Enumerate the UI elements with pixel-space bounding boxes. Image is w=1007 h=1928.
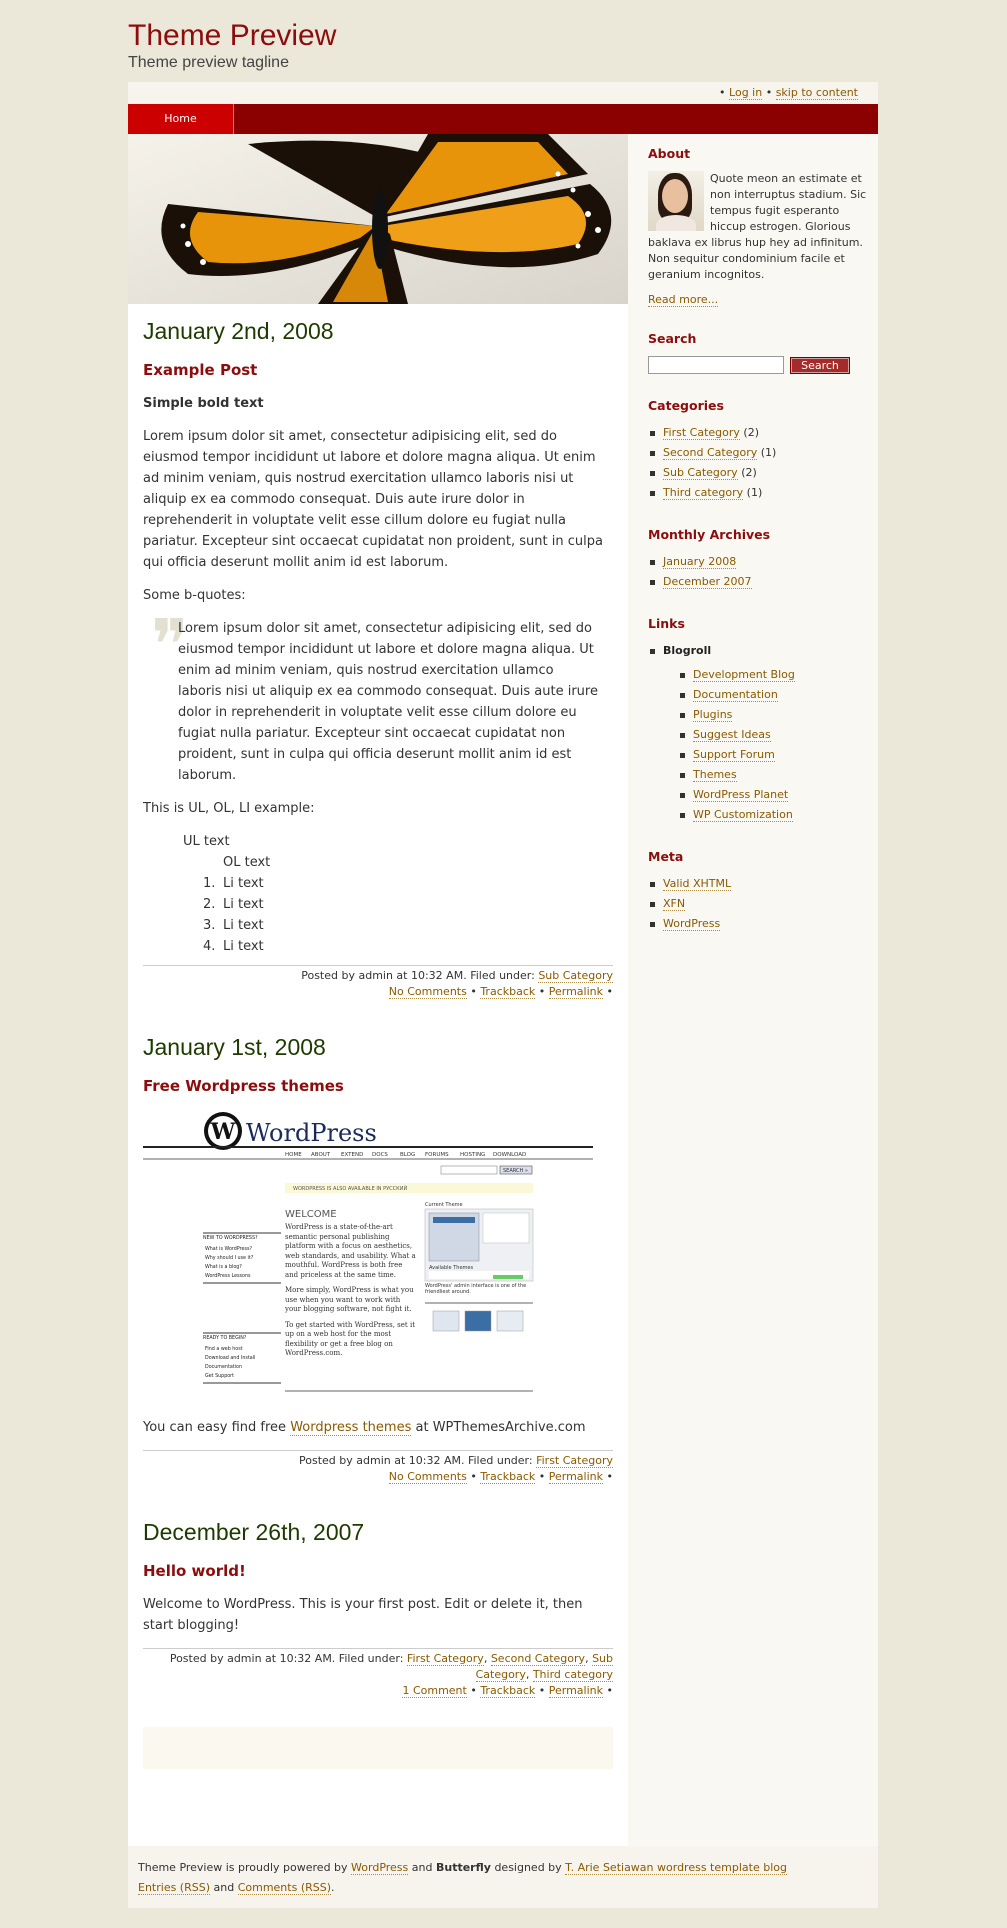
category-link[interactable]: Sub Category [475,1652,613,1681]
category-link[interactable]: Second Category [663,446,758,459]
site-tagline: Theme preview tagline [128,54,289,71]
post-title[interactable]: Hello world! [143,1562,246,1580]
post-paragraph: Lorem ipsum dolor sit amet, consectetur adipisicing elit, sed do eiusmod tempor incididunt ut labore et dolore magna aliqua. Ut enim ad minim veniam, quis nostrud exercitation ullamco laboris nisi ut aliquip ex ea commodo consequat. Duis aute irure dolor in reprehenderit in voluptate velit esse cillum dolore eu fugiat nulla pariatur. Excepteur sint occaecat cupidatat non proident, sunt in culpa qui officia deserunt mollit anim id est laborum. [143,429,603,570]
list-item: 4. Li text [203,939,264,954]
site-header [128,18,336,72]
list-item [648,894,868,914]
footer-wordpress-link[interactable]: WordPress [351,1861,409,1874]
categories-list [648,423,868,503]
shot-nav-item: DOWNLOAD [493,1152,527,1158]
comments-link[interactable]: 1 Comment [402,1684,467,1697]
post-title[interactable]: Free Wordpress themes [143,1077,344,1095]
post [143,1034,613,1485]
skip-to-content-link[interactable]: skip to content [775,86,858,99]
footer: Theme Preview is proudly powered by WordPress and Butterfly designed by T. Arie Setiawan wordress template blog Entries (RSS) and Comments (RSS). [128,1846,878,1908]
blogroll-link[interactable]: Documentation [693,688,778,701]
bullet: • [765,86,773,99]
list-item [678,685,868,705]
archive-link[interactable]: January 2008 [663,555,737,568]
trackback-link[interactable]: Trackback [480,985,536,998]
shot-sidebar-item: Get Support [205,1374,235,1379]
shot-nav-item: ABOUT [311,1152,331,1158]
list-item: First Category (2) [648,423,868,443]
list-item: Third category (1) [648,483,868,503]
shot-sidebar-heading: READY TO BEGIN? [203,1336,247,1341]
about-widget [648,146,868,307]
bullet: • [719,86,726,99]
permalink-link[interactable]: Permalink [548,1470,603,1483]
shot-nav-item: DOCS [372,1152,388,1158]
shot-sidebar-item: WordPress Lessons [205,1274,251,1279]
nav-item-home[interactable]: Home [128,104,234,134]
shot-sidebar-item: What is a blog? [205,1265,242,1270]
theme-name: Butterfly [435,1861,491,1874]
post [143,318,613,1000]
shot-nav-item: HOSTING [460,1152,486,1158]
post-date: January 1st, 2008 [143,1034,326,1060]
wordpress-logo-text: WordPress [246,1119,377,1147]
wordpress-themes-link[interactable]: Wordpress themes [290,1420,412,1435]
bquote-intro: Some b-quotes: [143,588,246,603]
post-meta: Posted by admin at 10:32 AM. Filed under: First Category, Second Category, Sub Category, Third category 1 Comment • Trackback • Permalink • [143,1648,613,1699]
shot-sidebar-item: Why should I use it? [205,1256,254,1261]
post-paragraph: Welcome to WordPress. This is your first post. Edit or delete it, then start blogging! [143,1597,583,1633]
meta-list [648,874,868,934]
shot-body-text: To get started with WordPress, set it up on a web host for the most flexibility or get a free blog on WordPress.com. [285,1320,416,1357]
shot-body-text: More simply, WordPress is what you use when you want to work with your blogging software, not fight it. [285,1286,414,1313]
post-title[interactable]: Example Post [143,361,258,379]
post [143,1519,613,1699]
links-list [648,641,868,825]
category-link[interactable]: Sub Category [663,466,738,479]
search-form [648,356,868,374]
shot-right-heading: Current Theme [425,1202,463,1208]
category-link[interactable]: Third category [663,486,744,499]
navigation-box [143,1727,613,1769]
post-body [143,1417,613,1438]
archives-list [648,552,868,592]
list-item [678,725,868,745]
shot-search-button: SEARCH » [503,1168,528,1174]
category-link[interactable]: Sub Category [538,969,613,982]
shot-notice: WORDPRESS IS ALSO AVAILABLE IN РУССКИЙ [293,1186,408,1192]
shot-sidebar-item: What is WordPress? [205,1247,252,1252]
permalink-link[interactable]: Permalink [548,985,603,998]
avatar [648,171,704,231]
list-intro: This is UL, OL, LI example: [143,801,315,816]
blogroll-link[interactable]: WP Customization [693,808,793,821]
list-item [678,785,868,805]
shot-nav-item: EXTEND [341,1152,364,1158]
blogroll-heading: Blogroll [663,644,712,657]
meta-link[interactable]: Valid XHTML [663,877,732,890]
categories-widget [648,398,868,503]
widget-title: Meta [648,849,684,864]
comments-link[interactable]: No Comments [388,1470,467,1483]
blogroll-link[interactable]: WordPress Planet [693,788,789,801]
comments-rss-link[interactable]: Comments (RSS) [237,1881,332,1894]
ol-item: OL text [223,855,271,870]
post-paragraph: You can easy find free Wordpress themes at WPThemesArchive.com [143,1420,586,1435]
category-link[interactable]: First Category [663,426,740,439]
blogroll-link[interactable]: Support Forum [693,748,775,761]
category-link[interactable]: Third category [532,1668,613,1681]
shot-nav-item: HOME [285,1152,302,1158]
quote-mark-icon: ❞ [151,604,189,686]
category-link[interactable]: First Category [406,1652,484,1665]
butterfly-banner [128,134,628,304]
blogroll-link[interactable]: Development Blog [693,668,795,681]
list-item [648,914,868,934]
list-item [678,805,868,825]
widget-title: Links [648,616,685,631]
shot-nav-item: BLOG [400,1152,416,1158]
post-meta: Posted by admin at 10:32 AM. Filed under: First Category No Comments • Trackback • Permalink • [143,1450,613,1485]
widget-title: Monthly Archives [648,527,771,542]
post-body [143,1594,613,1636]
read-more-link[interactable]: Read more... [648,293,719,306]
shot-caption: WordPress' admin interface is one of the friendliest around. [425,1283,527,1295]
blogroll-link[interactable]: Themes [693,768,737,781]
shot-nav-item: FORUMS [425,1152,449,1158]
shot-sidebar-item: Documentation [205,1365,242,1370]
trackback-link[interactable]: Trackback [480,1684,536,1697]
shot-right-heading: Available Themes [429,1265,474,1271]
list-item [648,552,868,572]
list-item [678,765,868,785]
permalink-link[interactable]: Permalink [548,1684,603,1697]
list-item [648,874,868,894]
top-bar [128,82,878,104]
blockquote [143,604,613,786]
meta-link[interactable]: XFN [663,897,686,910]
ul-item: UL text [183,834,230,849]
list-item: 3. Li text [203,918,264,933]
list-item: Sub Category (2) [648,463,868,483]
widget-title: Categories [648,398,724,413]
page-wrapper [128,82,878,1908]
about-text: Quote meon an estimate et non interruptus stadium. Sic tempus fugit esperanto hiccup estrogen. Glorious baklava ex librus hup hey ad infinitum. Non sequitur condominium facile et geranium incognitos. [648,172,867,281]
list-item: 2. Li text [203,897,264,912]
bold-text: Simple bold text [143,396,264,411]
designer-link[interactable]: T. Arie Setiawan wordress template blog [565,1861,787,1874]
search-button[interactable]: Search [790,357,850,374]
list-item [678,665,868,685]
category-link[interactable]: First Category [536,1454,613,1467]
list-item: 1. Li text [203,876,264,891]
login-link[interactable]: Log in [729,86,763,99]
search-widget [648,331,868,374]
nav-bar [128,104,878,134]
shot-body-text: WordPress is a state-of-the-art semantic personal publishing platform with a focus on aesthetics, web standards, and usability. What a mouthful. WordPress is both free and priceless at the same time. [285,1223,416,1279]
main-content [128,134,628,1769]
shot-welcome: WELCOME [285,1209,337,1220]
svg-text:W: W [210,1119,236,1145]
list-item [648,572,868,592]
blogroll-link[interactable]: Suggest Ideas [693,728,771,741]
post-list [128,304,628,1769]
site-title[interactable]: Theme Preview [128,19,337,52]
list-item [678,745,868,765]
list-item [648,641,868,825]
list-item [678,705,868,725]
list-item: Second Category (1) [648,443,868,463]
search-input[interactable] [648,356,784,374]
shot-sidebar-item: Download and Install [205,1356,256,1361]
ordered-list [143,873,613,957]
meta-link[interactable]: WordPress [663,917,721,930]
blogroll-link[interactable]: Plugins [693,708,733,721]
post-date: December 26th, 2007 [143,1519,365,1545]
shot-sidebar-heading: NEW TO WORDPRESS? [203,1236,258,1241]
widget-title: Search [648,331,697,346]
shot-sidebar-item: Find a web host [205,1347,243,1352]
wordpress-site-screenshot [143,1109,593,1399]
post-meta: Posted by admin at 10:32 AM. Filed under: Sub Category No Comments • Trackback • Permalink • [143,965,613,1000]
sidebar [628,134,878,1846]
blogroll-list [663,665,868,825]
archive-link[interactable]: December 2007 [663,575,752,588]
category-link[interactable]: Second Category [490,1652,586,1665]
links-widget [648,616,868,825]
post-body [143,393,613,957]
widget-title: About [648,146,691,161]
entries-rss-link[interactable]: Entries (RSS) [138,1881,210,1894]
trackback-link[interactable]: Trackback [480,1470,536,1483]
meta-widget [648,849,868,934]
comments-link[interactable]: No Comments [388,985,467,998]
archives-widget [648,527,868,592]
post-date: January 2nd, 2008 [143,318,334,344]
blockquote-text: Lorem ipsum dolor sit amet, consectetur adipisicing elit, sed do eiusmod tempor incididunt ut labore et dolore magna aliqua. Ut enim ad minim veniam, quis nostrud exercitation ullamco laboris nisi ut aliquip ex ea commodo consequat. Duis aute irure dolor in reprehenderit in voluptate velit esse cillum dolore eu fugiat nulla pariatur. Excepteur sint occaecat cupidatat non proident, sunt in culpa qui officia deserunt mollit anim id est laborum. [178,621,598,783]
